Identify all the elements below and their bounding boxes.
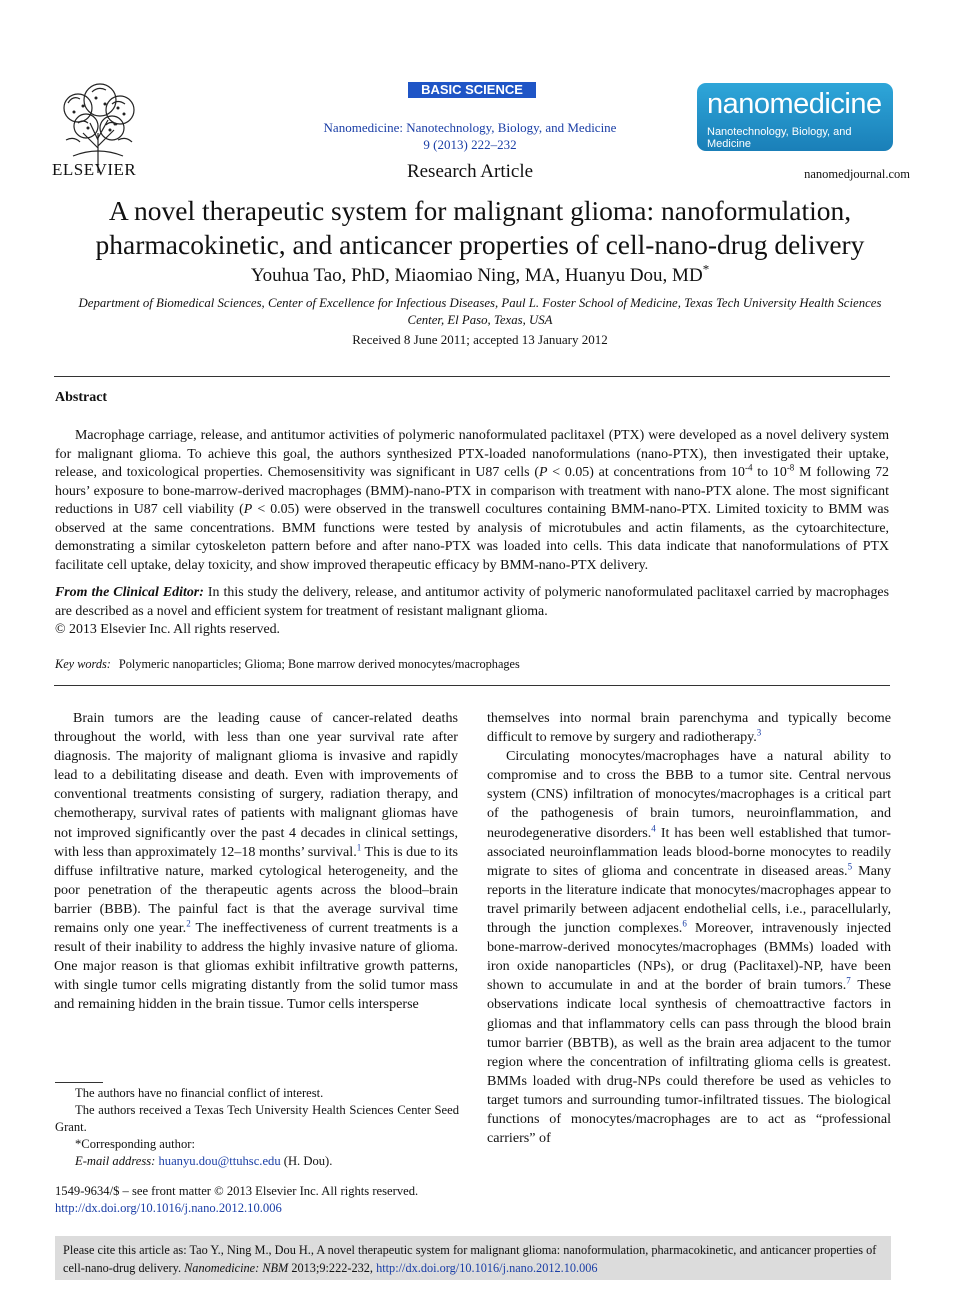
copyright: © 2013 Elsevier Inc. All rights reserved. (55, 622, 281, 637)
journal-citation (300, 119, 640, 153)
author-list (40, 261, 920, 287)
author-names: Youhua Tao, PhD, Miaomiao Ning, MA, Huanyu Dou, MD (250, 265, 703, 286)
citation-text: Please cite this article as: Tao Y., Ning M., Dou H., A novel therapeutic system for malignant glioma: nanoformulation, pharmacokinetic, and anticancer properties of cell-nano-drug delivery. (63, 1243, 877, 1275)
title-line-1: A novel therapeutic system for malignant glioma: nanoformulation, (108, 195, 852, 226)
citation-journal: Nanomedicine: NBM (184, 1261, 289, 1275)
article-type: Research Article (406, 161, 534, 182)
editor-label: From the Clinical Editor: (55, 585, 204, 600)
ref-7[interactable]: 7 (846, 975, 851, 986)
journal-name[interactable]: Nanomedicine: Nanotechnology, Biology, and Medicine (323, 120, 617, 135)
editor-text: In this study the delivery, release, and antitumor activity of polymeric nanoformulated paclitaxel carried by macrophages are described as a novel and efficient system for treatment of resistant malignant glioma. (55, 585, 889, 619)
article-title (40, 194, 920, 262)
ref-3[interactable]: 3 (756, 727, 762, 738)
ref-6[interactable]: 6 (682, 918, 687, 929)
affiliation (50, 295, 910, 329)
citation-doi-link[interactable]: http://dx.doi.org/10.1016/j.nano.2012.10.006 (376, 1261, 598, 1275)
keywords-text: Polymeric nanoparticles; Glioma; Bone marrow derived monocytes/macrophages (118, 657, 520, 671)
body-column-right (487, 709, 891, 1148)
ref-5[interactable]: 5 (847, 861, 853, 872)
affiliation-line-1: Department of Biomedical Sciences, Center of Excellence for Infectious Diseases, Paul L. Foster School of Medicine, Texas Tech University Health Sciences (78, 296, 882, 310)
citation-box: Please cite this article as: Tao Y., Ning M., Dou H., A novel therapeutic system for malignant glioma: nanoformulation, pharmacokinetic, and anticancer properties of cell-nano-drug delivery. Nanomedicine: NBM 2013;9:222-232, http://dx.doi.org/10.1016/j.nano.2012.10.006 (55, 1236, 891, 1280)
affiliation-line-2: Center, El Paso, Texas, USA (407, 313, 553, 327)
footnotes (55, 1085, 459, 1170)
title-line-2: pharmacokinetic, and anticancer properties of cell-nano-drug delivery (95, 229, 865, 260)
publisher-wordmark: ELSEVIER (52, 160, 137, 179)
corresponding-mark: * (702, 261, 710, 277)
abstract-heading: Abstract (55, 390, 108, 405)
footnote-conflict: The authors have no financial conflict of interest. (75, 1086, 324, 1100)
continued-paragraph: themselves into normal brain parenchyma and typically become difficult to remove by surgery and radiotherapy.$^3$ (487, 710, 891, 746)
footnote-rule (55, 1082, 103, 1083)
monocyte-paragraph: Circulating monocytes/macrophages have a natural ability to compromise and to cross the BBB to a tumor site. Central nervous system (CNS) infiltration of monocytes/macrophages is a critical part of the pathogenesis of brain tumors, neuroinflammation, and neurodegenerative disorders.$^4$ It has been well established that tumor-associated neuroinflammation leads blood-borne monocytes to readily migrate to sites of glioma and concentrate in diseased areas.$^5$ Many reports in the literature indicate that monocytes/macrophages appear to travel primarily between adjacent endothelial cells, i.e., paracellularly, through the junction complexes.$^6$ Moreover, intravenously injected bone-marrow-derived monocytes/macrophages (BMMs) loaded with iron oxide nanoparticles (NPs), or drug (Paclitaxel)-NP, have been shown to accumulate in and at the border of brain tumors.$^7$ These observations indicate local synthesis of chemoattractive factors in gliomas and that inflammatory cells can pass through the blood brain tumor barrier (BBTB), as well as the brain area adjacent to the tumor region where the concentration of infiltrating glioma cells is greatest. BMMs loaded with drug-NPs could therefore be used as vehicles to target tumors and surrounding tumor-infiltrated tissues. The biological functions of monocytes/macrophages are to act as “professional carriers” of (487, 748, 892, 1147)
doi-link[interactable]: http://dx.doi.org/10.1016/j.nano.2012.10.006 (55, 1201, 282, 1215)
ref-4[interactable]: 4 (651, 822, 656, 833)
intro-paragraph: Brain tumors are the leading cause of cancer-related deaths throughout the world, with less than one year survival rate after diagnosis. The majority of malignant glioma is invasive and rapidly lead to a debilitating disease and death. Even with improvements of conventional treatments consisting of surgery, radiation therapy, and chemotherapy, survival rates of patients with malignant gliomas have not improved significantly over the past 4 decades in clinical settings, with less than approximately 12–18 months’ survival.$^1$ This is due to its diffuse infiltrative nature, marked cytological heterogeneity, and the poor penetration of the therapeutic agents across the blood–brain barrier (BBB). The painful fact is that the average survival time remains only one year.$^2$ The ineffectiveness of current treatments is a result of their inability to address the highly invasive nature of glioma. One major reason is that gliomas exhibit infiltrative growth patterns, with single tumor cells migrating distantly from the solid tumor mass and remaining hidden in the brain tissue. Tumor cells intersperse (54, 710, 458, 1013)
clinical-editor-note (55, 584, 889, 640)
email-link[interactable]: huanyu.dou@ttuhsc.edu (158, 1154, 281, 1168)
journal-website[interactable]: nanomedjournal.com (804, 167, 910, 181)
brand-tagline: Nanotechnology, Biology, and Medicine (707, 126, 852, 150)
issn-line: 1549-9634/$ – see front matter © 2013 Elsevier Inc. All rights reserved. (55, 1184, 419, 1198)
footnote-grant: The authors received a Texas Tech University Health Sciences Center Seed Grant. (55, 1103, 459, 1134)
divider-bottom (54, 685, 890, 686)
abstract-text: Macrophage carriage, release, and antitumor activities of polymeric nanoformulated paclitaxel (PTX) were developed as a novel delivery system for malignant glioma. To achieve this goal, the authors synthesized PTX-loaded nanoformulations (nano-PTX), then investigated their uptake, release, and toxicological properties. Chemosensitivity was significant in U87 cells (P < 0.05) at concentrations from $10^{-4}$ to $10^{-8}$ M following 72 hours’ exposure to bone-marrow-derived macrophages (BMM)-nano-PTX in comparison with treatment with nano-PTX alone. The most significant reductions in U87 cell viability (P < 0.05) were observed in the transwell cocultures containing BMM-nano-PTX. Limited toxicity to BMM was observed at the same concentrations. BMM functions were tested by analysis of microtubules and actin filaments, as the cytoarchitecture, demonstrating a similar cytoskeleton pattern before and after nano-PTX was loaded into cells. This data indicate that nanoformulations of PTX facilitate cell uptake, delay toxicity, and show improved therapeutic efficacy by BMM-nano-PTX delivery. (55, 428, 889, 573)
journal-brand-logo (697, 83, 893, 151)
footnote-email: E-mail address: huanyu.dou@ttuhsc.edu (H. Dou). (75, 1154, 333, 1168)
divider-top (54, 376, 890, 377)
ref-1[interactable]: 1 (356, 841, 362, 852)
section-badge: BASIC SCIENCE (408, 82, 536, 98)
keywords (55, 657, 520, 672)
ref-2[interactable]: 2 (186, 918, 191, 929)
footnote-corresponding: *Corresponding author: (75, 1137, 195, 1151)
issn-block (55, 1183, 418, 1217)
journal-volume[interactable]: 9 (2013) 222–232 (423, 137, 517, 152)
brand-name: nanomedicine (707, 88, 882, 120)
received-dates: Received 8 June 2011; accepted 13 January 2012 (352, 332, 608, 347)
body-column-left (54, 709, 458, 1015)
keywords-label: Key words: (55, 657, 111, 671)
